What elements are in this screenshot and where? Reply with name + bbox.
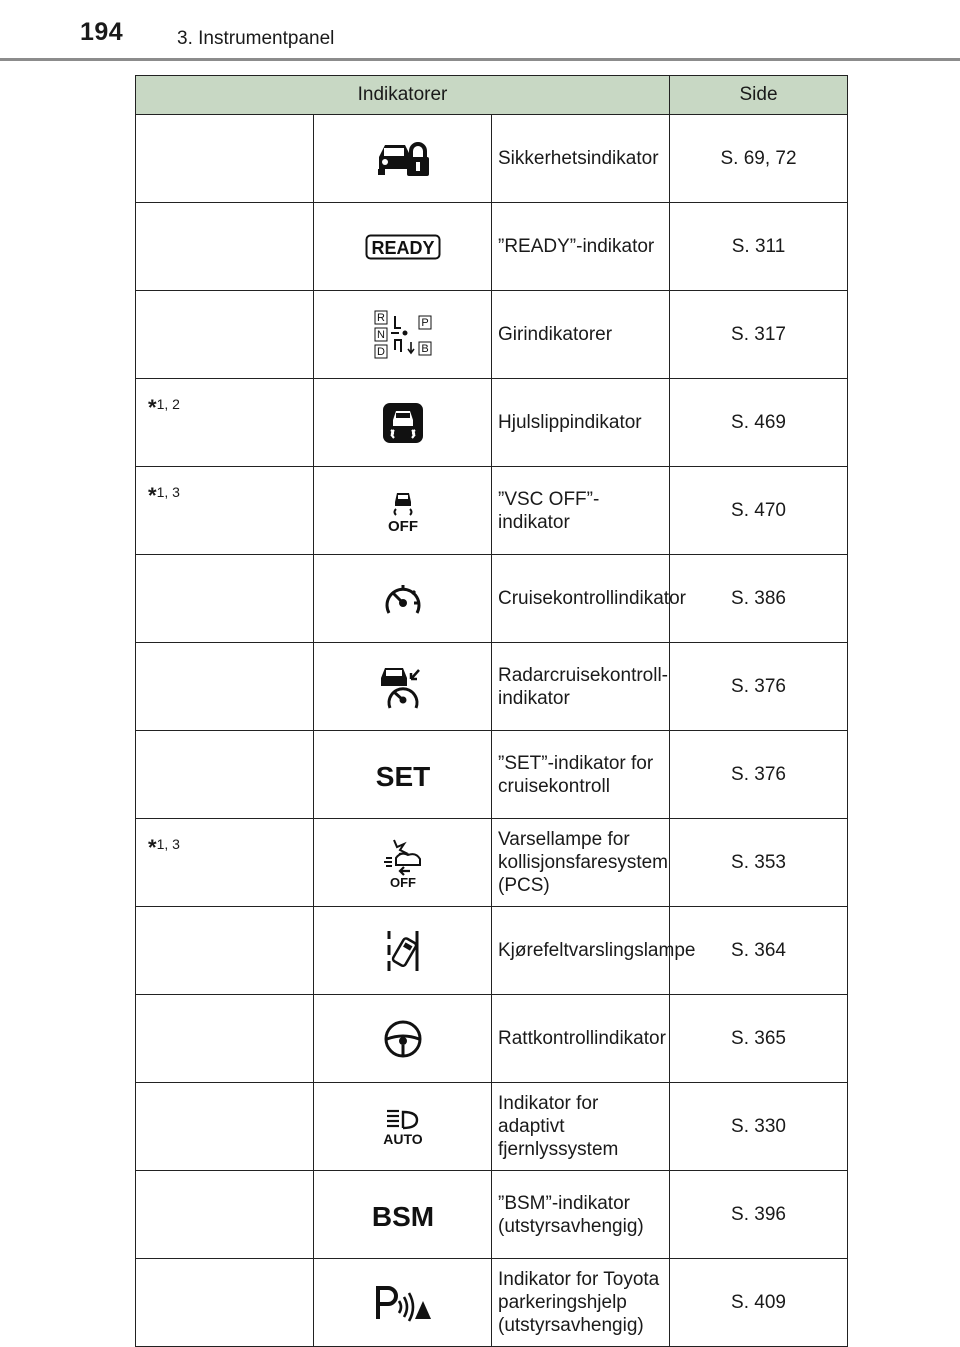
page-number: 194 (80, 18, 124, 46)
icon-cell (314, 643, 492, 731)
table-row (136, 467, 848, 555)
header-indicators: Indikatorer (136, 76, 670, 115)
shift-position-icon (373, 310, 433, 360)
indicator-name: Indikator for adaptivt fjernlyssystem (492, 1083, 670, 1171)
indicator-name (492, 1259, 670, 1347)
icon-cell (314, 1171, 492, 1259)
icon-cell (314, 907, 492, 995)
page-ref: S. 396 (670, 1171, 848, 1259)
note-cell (136, 115, 314, 203)
note-cell (136, 731, 314, 819)
set-icon-text: SET (375, 760, 430, 791)
security-car-lock-icon (375, 139, 431, 179)
table-row (136, 555, 848, 643)
indicator-name: Cruisekontrollindikator (492, 555, 670, 643)
icon-cell (314, 731, 492, 819)
page-header (0, 0, 960, 58)
set-icon (373, 759, 433, 791)
auto-high-beam-icon (379, 1107, 427, 1147)
icon-cell (314, 291, 492, 379)
note-cell (136, 819, 314, 907)
icon-cell (314, 1083, 492, 1171)
vsc-off-text: OFF (387, 517, 418, 533)
page-ref: S. 409 (670, 1259, 848, 1347)
table-row (136, 995, 848, 1083)
bsm-icon-text: BSM (371, 1200, 434, 1231)
indicator-name: Kjørefeltvarslingslampe (492, 907, 670, 995)
page-ref: S. 376 (670, 731, 848, 819)
parking-assist-icon (373, 1283, 433, 1323)
indicator-name: ”SET”-indikator for cruisekontroll (492, 731, 670, 819)
shift-letter-n: N (376, 328, 385, 341)
note-cell (136, 1083, 314, 1171)
note-cell (136, 995, 314, 1083)
pcs-off-text: OFF (389, 874, 416, 888)
pcs-off-icon (380, 838, 426, 888)
table-row (136, 1171, 848, 1259)
shift-letter-b: B (420, 342, 429, 355)
table-row (136, 203, 848, 291)
page-ref: S. 365 (670, 995, 848, 1083)
ready-icon-text: READY (370, 237, 435, 258)
page-ref: S. 469 (670, 379, 848, 467)
indicator-name: ”BSM”-indikator (utstyrsavhengig) (492, 1171, 670, 1259)
page-ref: S. 376 (670, 643, 848, 731)
slip-indicator-icon (382, 402, 424, 444)
table-row (136, 819, 848, 907)
indicator-name: ”VSC OFF”-indikator (492, 467, 670, 555)
footnote-star: * (148, 835, 157, 860)
indicator-name: ”READY”-indikator (492, 203, 670, 291)
indicator-name-line: Indikator for Toyota parkeringshjelp (498, 1269, 660, 1313)
header-rule (0, 58, 960, 61)
table-header-row (136, 76, 848, 115)
indicator-name: Hjulslippindikator (492, 379, 670, 467)
section-title: 3. Instrumentpanel (177, 28, 335, 49)
auto-icon-text: AUTO (382, 1130, 423, 1147)
indicator-name: Radarcruisekontroll-indikator (492, 643, 670, 731)
table-row (136, 731, 848, 819)
note-cell (136, 291, 314, 379)
indicator-name: Rattkontrollindikator (492, 995, 670, 1083)
note-cell (136, 907, 314, 995)
radar-cruise-icon (377, 664, 429, 710)
page-ref: S. 353 (670, 819, 848, 907)
icon-cell (314, 995, 492, 1083)
icon-cell (314, 467, 492, 555)
page-ref: S. 330 (670, 1083, 848, 1171)
icon-cell (314, 115, 492, 203)
indicator-table (135, 75, 848, 1347)
vsc-off-icon (383, 489, 423, 533)
cruise-control-icon (381, 579, 425, 619)
indicator-name: Varsellampe for kollisjonsfaresystem (PCS) (492, 819, 670, 907)
note-cell (136, 467, 314, 555)
note-cell (136, 555, 314, 643)
steering-wheel-icon (383, 1019, 423, 1059)
ready-icon (365, 234, 441, 260)
table-row (136, 1259, 848, 1347)
table-row (136, 643, 848, 731)
indicator-name: Girindikatorer (492, 291, 670, 379)
table-row (136, 907, 848, 995)
table-row (136, 1083, 848, 1171)
header-page: Side (670, 76, 848, 115)
lane-departure-icon (383, 927, 423, 975)
page-ref: S. 69, 72 (670, 115, 848, 203)
table-row (136, 291, 848, 379)
icon-cell (314, 555, 492, 643)
icon-cell (314, 379, 492, 467)
note-cell (136, 1259, 314, 1347)
note-cell (136, 643, 314, 731)
footnote-ref: 1, 2 (156, 396, 180, 412)
icon-cell (314, 819, 492, 907)
page-ref: S. 386 (670, 555, 848, 643)
table-row (136, 115, 848, 203)
icon-cell (314, 1259, 492, 1347)
page-ref: S. 311 (670, 203, 848, 291)
indicator-name: Sikkerhetsindikator (492, 115, 670, 203)
footnote-ref: 1, 3 (156, 836, 180, 852)
bsm-icon (369, 1199, 437, 1231)
page-ref: S. 364 (670, 907, 848, 995)
shift-letter-p: P (420, 316, 429, 329)
note-cell (136, 379, 314, 467)
page-ref: S. 470 (670, 467, 848, 555)
indicator-name-line: (utstyrsavhengig) (498, 1315, 644, 1336)
footnote-star: * (148, 483, 157, 508)
page-ref: S. 317 (670, 291, 848, 379)
shift-letter-r: R (376, 311, 385, 324)
footnote-star: * (148, 395, 157, 420)
table-row (136, 379, 848, 467)
icon-cell (314, 203, 492, 291)
note-cell (136, 1171, 314, 1259)
shift-letter-d: D (376, 345, 385, 358)
note-cell (136, 203, 314, 291)
footnote-ref: 1, 3 (156, 484, 180, 500)
